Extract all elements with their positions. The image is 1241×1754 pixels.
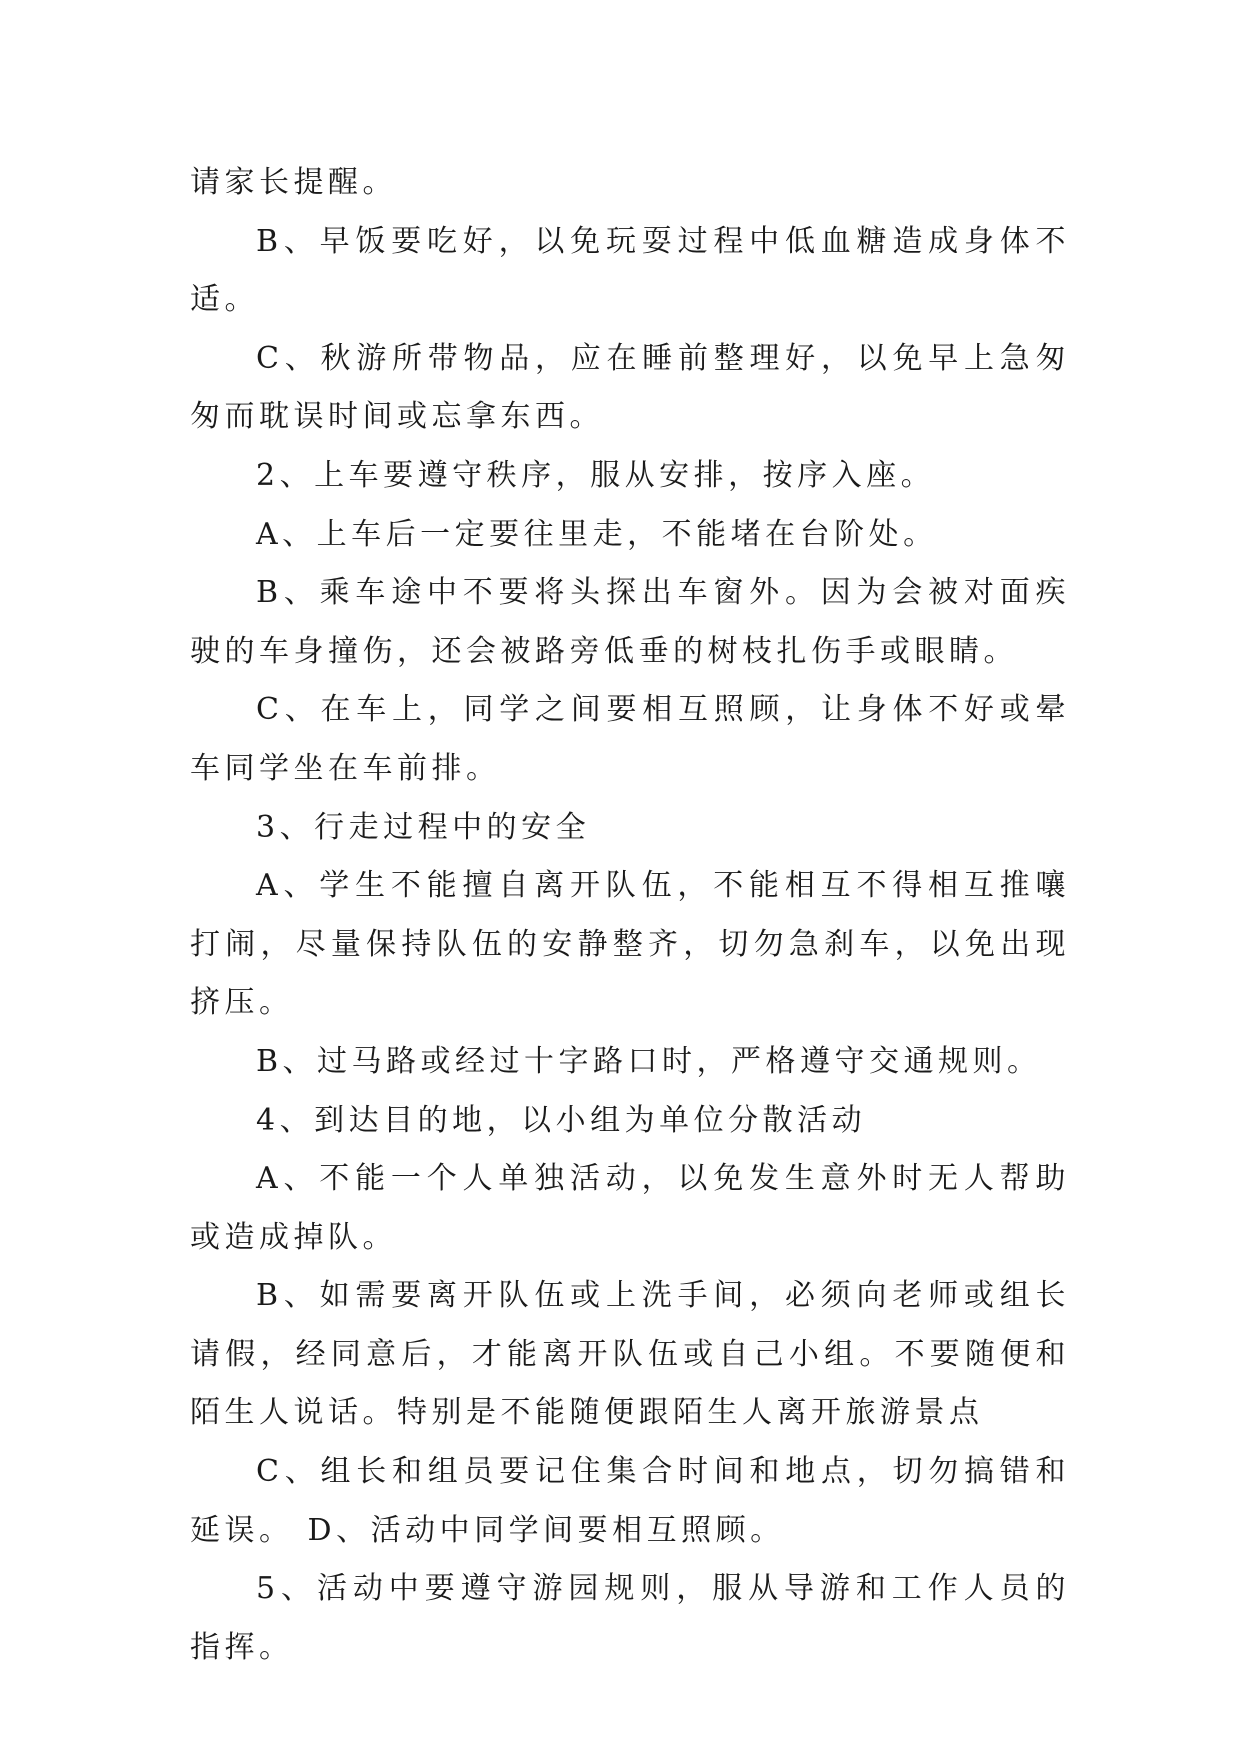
paragraph-5: A、上车后一定要往里走，不能堵在台阶处。: [256, 516, 938, 552]
paragraph-15: 5、活动中要遵守游园规则，服从导游和工作人员的指挥。: [190, 1571, 1070, 1665]
paragraph-4: 2、上车要遵守秩序，服从安排，按序入座。: [256, 457, 936, 493]
paragraph-8: 3、行走过程中的安全: [256, 809, 591, 845]
paragraph-13: B、如需要离开队伍或上洗手间，必须向老师或组长请假，经同意后，才能离开队伍或自己小组。不要随便和陌生人说话。特别是不能随便跟陌生人离开旅游景点: [190, 1278, 1070, 1431]
paragraph-3: C、秋游所带物品，应在睡前整理好，以免早上急匆匆而耽误时间或忘拿东西。: [190, 340, 1070, 435]
paragraph-9: A、学生不能擅自离开队伍，不能相互不得相互推嚷打闹，尽量保持队伍的安静整齐，切勿急刹车，以免出现挤压。: [190, 868, 1070, 1021]
paragraph-2: B、早饭要吃好，以免玩耍过程中低血糖造成身体不适。: [190, 223, 1070, 318]
paragraph-11: 4、到达目的地，以小组为单位分散活动: [256, 1102, 867, 1138]
paragraph-12: A、不能一个人单独活动，以免发生意外时无人帮助或造成掉队。: [190, 1161, 1070, 1255]
paragraph-14: C、组长和组员要记住集合时间和地点，切勿搞错和延误。 D、活动中同学间要相互照顾。: [190, 1454, 1070, 1548]
paragraph-1: 请家长提醒。: [190, 165, 397, 200]
paragraph-6: B、乘车途中不要将头探出车窗外。因为会被对面疾驶的车身撞伤，还会被路旁低垂的树枝扎伤手或眼睛。: [190, 575, 1070, 669]
paragraph-10: B、过马路或经过十字路口时，严格遵守交通规则。: [256, 1043, 1042, 1079]
paragraph-7: C、在车上，同学之间要相互照顾，让身体不好或晕车同学坐在车前排。: [190, 692, 1070, 786]
document-body: [190, 154, 1070, 1677]
